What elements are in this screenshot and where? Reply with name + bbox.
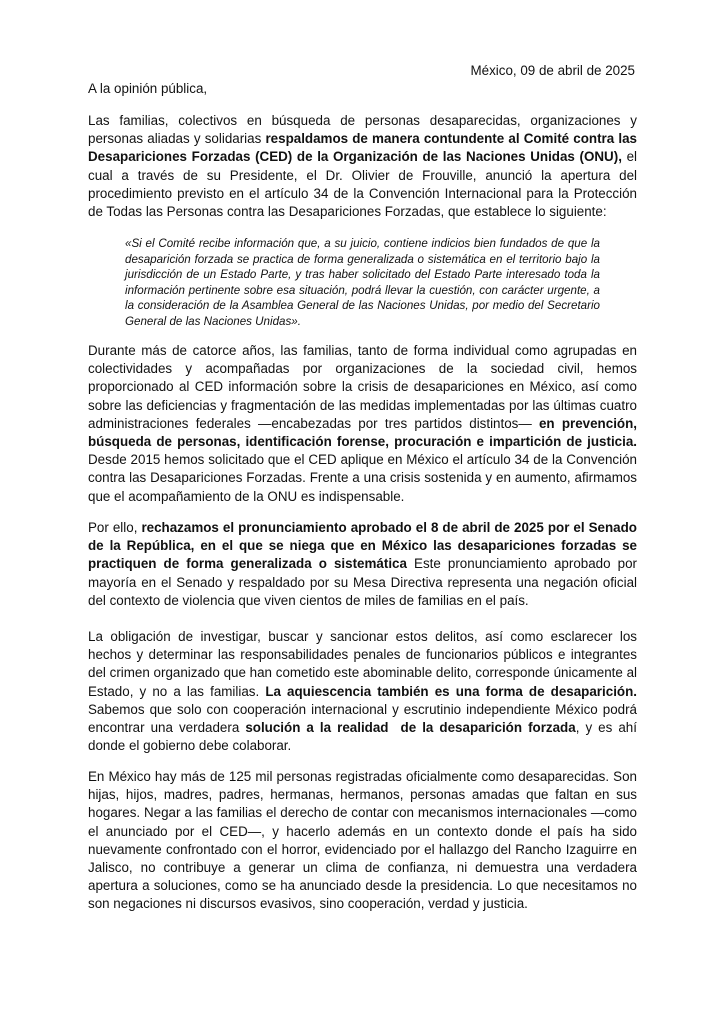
letter-greeting: A la opinión pública,	[88, 81, 208, 96]
paragraph-4-text-c: Sabemos que solo con cooperación internacional y escrutinio independiente México podrá encontrar una verdadera	[88, 701, 637, 736]
paragraph-3-bold: rechazamos el pronunciamiento aprobado el 8 de abril de 2025 por el Senado de la República, en el que se niega que en México las desapariciones forzadas se practiquen de forma generalizada o sistemática	[88, 520, 637, 572]
paragraph-1-text-a: Las familias, colectivos en búsqueda de personas desaparecidas, organizaciones y personas aliadas y solidarias	[88, 113, 637, 147]
paragraph-4	[88, 628, 637, 755]
article-34-quote: «Si el Comité recibe información que, a su juicio, contiene indicios bien fundados de que la desaparición forzada se practica de forma generalizada o sistemática en el territorio bajo la jurisdicción de un Estado Parte, y tras haber solicitado del Estado Parte interesado toda la información pertinente sobre esa situación, podrá llevar la cuestión, con carácter urgente, a la consideración de la Asamblea General de las Naciones Unidas, por medio del Secretario General de las Naciones Unidas».	[125, 237, 600, 328]
paragraph-3-text-a: Por ello,	[88, 520, 142, 535]
paragraph-2-text-a: Durante más de catorce años, las familias, tanto de forma individual como agrupadas en colectividades y acompañadas por organizaciones de la sociedad civil, hemos proporcionado al CED información sobre la crisis de desapariciones en México, así como sobre las deficiencias y fragmentación de las medidas implementadas por las últimas cuatro administraciones federales —encabezadas por tres partidos distintos—	[88, 343, 637, 431]
paragraph-4-text-e: , y es ahí donde el gobierno debe colaborar.	[88, 720, 637, 754]
paragraph-3-text-c: Este pronunciamiento aprobado por mayoría en el Senado y respaldado por su Mesa Directiva representa una negación oficial del contexto de violencia que viven cientos de miles de familias en el país.	[88, 556, 637, 608]
paragraph-1-bold: respaldamos de manera contundente al Comité contra las Desapariciones Forzadas (CED) de la Organización de las Naciones Unidas (ONU),	[88, 131, 637, 165]
paragraph-3	[88, 519, 637, 610]
paragraph-4-bold-2: solución a la realidad de la desaparición forzada	[245, 720, 576, 736]
paragraph-5: En México hay más de 125 mil personas registradas oficialmente como desaparecidas. Son hijas, hijos, madres, padres, hermanas, hermanos, personas amadas que faltan en sus hogares. Negar a las familias el derecho de contar con mecanismos internacionales —como el anunciado por el CED—, y hacerlo además en un contexto donde el país ha sido nuevamente confrontado con el horror, evidenciado por el hallazgo del Rancho Izaguirre en Jalisco, no contribuye a generar un clima de confianza, ni demuestra una verdadera apertura a soluciones, como se ha anunciado desde la presidencia. Lo que necesitamos no son negaciones ni discursos evasivos, sino cooperación, verdad y justicia.	[88, 769, 637, 912]
paragraph-2	[88, 342, 637, 506]
paragraph-2-bold: en prevención, búsqueda de personas, identificación forense, procuración e impartición de justicia.	[88, 415, 637, 450]
paragraph-1	[88, 112, 637, 221]
paragraph-4-bold-1: La aquiescencia también es una forma de desaparición.	[265, 683, 637, 699]
paragraph-4-text-a: La obligación de investigar, buscar y sancionar estos delitos, así como esclarecer los hechos y determinar las responsabilidades penales de funcionarios públicos e integrantes del crimen organizado que han cometido este abominable delito, corresponde únicamente al Estado, y no a las familias.	[88, 629, 637, 699]
paragraph-1-text-c: el cual a través de su Presidente, el Dr. Olivier de Frouville, anunció la apertura del procedimiento previsto en el artículo 34 de la Convención Internacional para la Protección de Todas las Personas contra las Desapariciones Forzadas, que establece lo siguiente:	[88, 149, 637, 220]
paragraph-2-text-c: Desde 2015 hemos solicitado que el CED aplique en México el artículo 34 de la Convención contra las Desapariciones Forzadas. Frente a una crisis sostenida y en aumento, afirmamos que el acompañamiento de la ONU es indispensable.	[88, 452, 637, 504]
letter-date: México, 09 de abril de 2025	[470, 63, 635, 78]
